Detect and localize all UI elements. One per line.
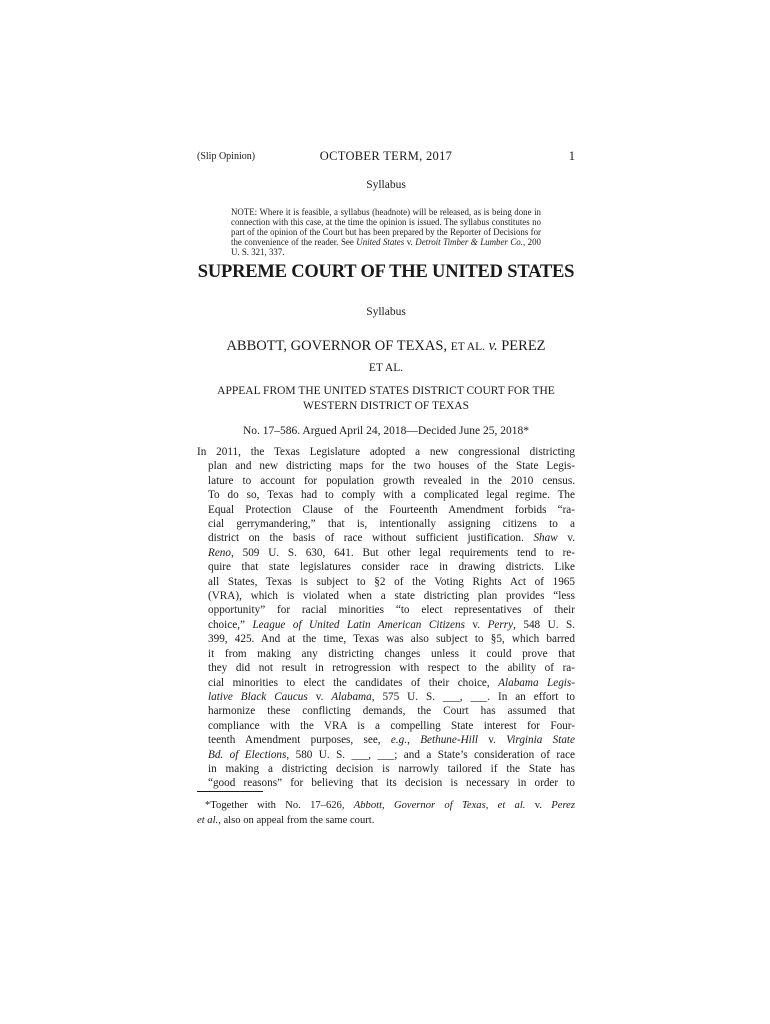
body-segment: , 548 U. S. bbox=[513, 618, 575, 631]
case-party-1: ABBOTT, GOVERNOR OF TEXAS, bbox=[226, 338, 451, 354]
syllabus-body bbox=[197, 445, 575, 791]
body-line: all States, Texas is subject to §2 of the Voting Rights Act of 1965 bbox=[208, 575, 575, 588]
case-cite: Shaw bbox=[533, 532, 558, 545]
body-line: opportunity” for racial minorities “to elect representatives of their bbox=[208, 604, 575, 617]
appeal-heading bbox=[197, 384, 575, 414]
footnote bbox=[197, 798, 575, 828]
case-versus: v. bbox=[484, 338, 502, 354]
note-line: prepared by the Reporter of Decisions for the convenience of the reader. bbox=[231, 227, 541, 247]
case-cite: Virginia State bbox=[506, 734, 575, 747]
term-heading: OCTOBER TERM, 2017 bbox=[319, 149, 453, 163]
body-line bbox=[197, 748, 575, 762]
footnote-case-cite: Abbott, Governor of Texas, et al. bbox=[353, 800, 526, 811]
body-line: compliance with the VRA is a compelling State interest for Four- bbox=[208, 719, 575, 732]
appeal-line-2: WESTERN DISTRICT OF TEXAS bbox=[302, 400, 469, 412]
case-cite: Perry bbox=[487, 618, 514, 631]
body-line: they did not result in retrogression with respect to the ability of ra- bbox=[208, 662, 575, 675]
body-segment: , bbox=[407, 734, 421, 747]
body-line: harmonize these conflicting demands, the Court has assumed that bbox=[208, 705, 575, 718]
body-segment: cial minorities to elect the candidates of their choice, bbox=[208, 676, 499, 689]
slip-opinion-label: (Slip Opinion) bbox=[197, 151, 256, 162]
body-line: cial gerrymandering,” that is, intentionally assigning citizens to a bbox=[208, 518, 575, 531]
court-title: SUPREME COURT OF THE UNITED STATES bbox=[197, 262, 575, 282]
case-et-al-1: ET AL. bbox=[450, 341, 485, 353]
case-party-2: PEREZ bbox=[501, 338, 546, 354]
case-cite: Alabama bbox=[331, 690, 372, 703]
page-number: 1 bbox=[568, 149, 575, 163]
footnote-case-cite: et al. bbox=[197, 815, 219, 826]
footnote-case-cite: Perez bbox=[551, 800, 575, 811]
note-cite-case-b: Detroit Timber & Lumber Co. bbox=[415, 237, 523, 247]
docket-line: No. 17–586. Argued April 24, 2018—Decided June 25, 2018* bbox=[243, 425, 529, 437]
case-cite: Bd. of Elections bbox=[208, 748, 287, 761]
syllabus-subheading: Syllabus bbox=[366, 306, 406, 318]
body-line bbox=[197, 546, 575, 560]
case-cite: League of United Latin American Citizens bbox=[252, 618, 465, 631]
body-segment: , 575 U. S. ___, ___. In an effort to bbox=[371, 690, 575, 703]
body-segment: v. bbox=[557, 532, 575, 545]
syllabus-heading: Syllabus bbox=[366, 179, 406, 191]
body-line: in making a districting decision is narrowly tailored if the State has bbox=[208, 762, 575, 775]
signal-eg: e.g. bbox=[390, 734, 408, 747]
body-segment: choice,” bbox=[208, 618, 253, 631]
page-header bbox=[197, 150, 575, 166]
note-cite-case-a: United States bbox=[356, 237, 405, 247]
note-cite-prefix: See bbox=[340, 237, 357, 247]
case-cite: Reno bbox=[208, 546, 231, 559]
body-line: quire that state legislatures consider race in drawing districts. Like bbox=[208, 561, 575, 574]
body-line: In 2011, the Texas Legislature adopted a new congressional districting bbox=[197, 446, 575, 458]
body-segment: , 580 U. S. ___, ___; and a State’s consideration of race bbox=[286, 748, 575, 761]
body-line: Equal Protection Clause of the Fourteenth Amendment forbids “ra- bbox=[208, 503, 575, 516]
case-cite: lative Black Caucus bbox=[208, 690, 308, 703]
footnote-line-2 bbox=[197, 813, 575, 828]
body-segment: , 509 U. S. 630, 641. But other legal requirements tend to re- bbox=[231, 546, 575, 559]
footnote-segment: , also on appeal from the same court. bbox=[218, 815, 375, 826]
note-line: being done in connection with this case, at the time the opinion is issued. bbox=[231, 207, 541, 227]
body-line: To do so, Texas had to comply with a complicated legal regime. The bbox=[208, 489, 575, 502]
body-line bbox=[197, 690, 575, 704]
body-line bbox=[197, 531, 575, 545]
body-line: it from making any districting changes unless it could prove that bbox=[208, 647, 575, 660]
body-line: “good reasons” for believing that its decision is necessary in order to bbox=[208, 777, 575, 790]
body-line bbox=[197, 733, 575, 747]
note-cite-suffix: , 200 U. S. 321, 337. bbox=[231, 237, 541, 257]
body-segment: v. bbox=[477, 734, 507, 747]
case-title bbox=[197, 336, 575, 378]
footnote-segment: *Together with No. 17–626, bbox=[205, 800, 354, 811]
note-cite-v: v. bbox=[404, 237, 416, 247]
footnote-divider bbox=[197, 791, 263, 792]
footnote-line-1 bbox=[197, 798, 575, 813]
reporter-note bbox=[231, 207, 541, 257]
body-segment: district on the basis of race without sufficient justification. bbox=[208, 532, 534, 545]
body-segment: v. bbox=[464, 618, 488, 631]
case-cite: Alabama Legis- bbox=[498, 676, 575, 689]
footnote-segment: v. bbox=[525, 800, 552, 811]
body-line: lature to account for population growth revealed in the 2010 census. bbox=[208, 474, 575, 487]
note-line: NOTE: Where it is feasible, a syllabus (headnote) will be released, as is bbox=[231, 207, 493, 217]
body-line: (VRA), which is violated when a state districting plan provides “less bbox=[208, 590, 575, 603]
body-segment: teenth Amendment purposes, see, bbox=[208, 734, 391, 747]
body-line: 399, 425. And at the time, Texas was also subject to §5, which barred bbox=[208, 633, 575, 646]
note-line: The syllabus constitutes no part of the opinion of the Court but has been bbox=[231, 217, 541, 237]
slip-opinion-page bbox=[197, 0, 575, 1024]
body-line bbox=[197, 676, 575, 690]
case-et-al-2: ET AL. bbox=[368, 362, 404, 374]
body-line bbox=[197, 618, 575, 632]
appeal-line-1: APPEAL FROM THE UNITED STATES DISTRICT COURT FOR THE bbox=[217, 385, 555, 397]
body-segment: v. bbox=[307, 690, 332, 703]
body-line: plan and new districting maps for the two houses of the State Legis- bbox=[208, 460, 575, 473]
case-cite: Bethune-Hill bbox=[420, 734, 478, 747]
